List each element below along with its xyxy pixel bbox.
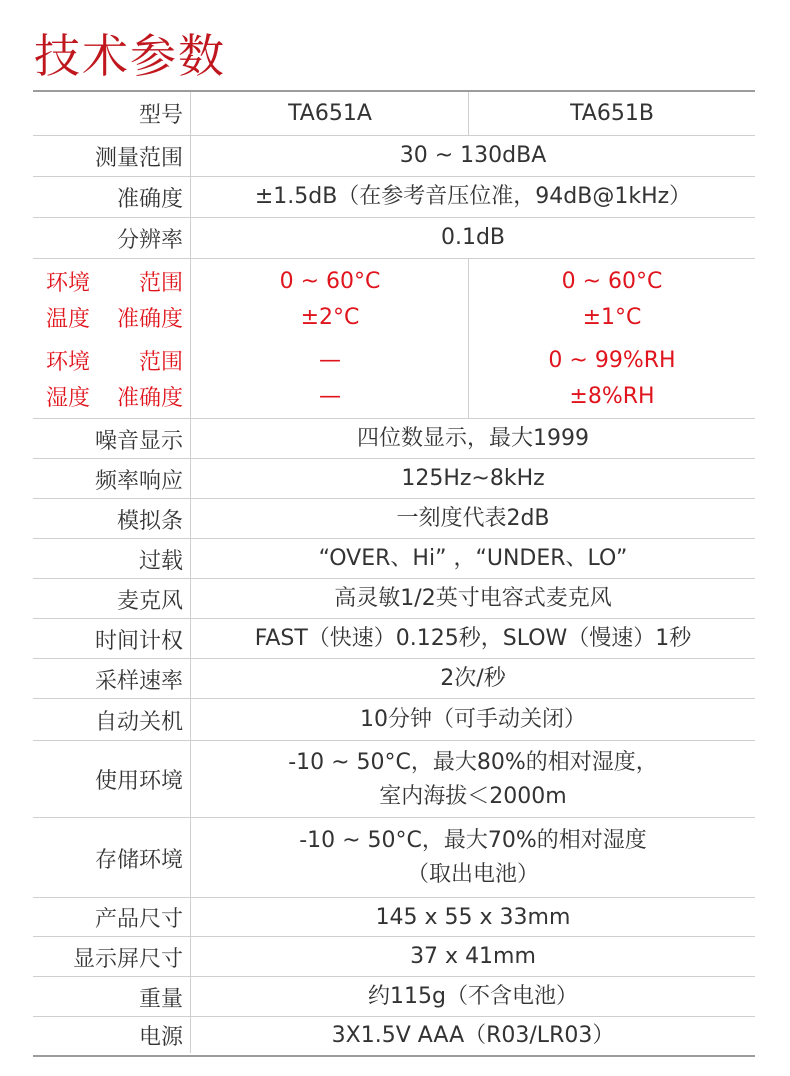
table-row-use-environment (33, 740, 755, 818)
row-value: 30 ~ 130dBA (399, 143, 547, 168)
table-row (33, 897, 755, 937)
row-label: 显示屏尺寸 (72, 946, 183, 972)
row-value: 10分钟（可手动关闭） (360, 707, 586, 732)
row-value: 高灵敏1/2英寸电容式麦克风 (334, 586, 612, 611)
row-label: 测量范围 (94, 145, 183, 171)
temp-group-label-1: 环境 (45, 270, 90, 296)
table-row (33, 698, 755, 741)
table-row (33, 618, 755, 659)
humid-accuracy-a: — (319, 383, 341, 409)
row-value: ±1.5dB（在参考音压位准，94dB@1kHz） (254, 184, 692, 209)
row-value-line: 室内海拔＜2000m (379, 783, 567, 809)
temp-accuracy-label: 准确度 (116, 306, 183, 332)
row-value: 2次/秒 (440, 666, 506, 691)
row-value: 37 x 41mm (410, 944, 536, 969)
humid-accuracy-b: ±8%RH (569, 383, 655, 409)
table-row (33, 418, 755, 459)
row-label: 准确度 (116, 186, 183, 212)
row-label: 采样速率 (94, 668, 183, 694)
model-b: TA651B (570, 101, 654, 126)
table-row (33, 176, 755, 217)
row-label: 模拟条 (116, 508, 183, 534)
humid-range-a: — (319, 347, 341, 373)
table-row (33, 1016, 755, 1054)
temp-accuracy-b: ±1°C (582, 304, 642, 330)
table-row-storage-environment (33, 817, 755, 898)
temp-accuracy-a: ±2°C (300, 304, 360, 330)
model-divider (468, 258, 469, 338)
row-value: 约115g（不含电池） (368, 984, 578, 1009)
row-value-line: -10 ~ 50°C，最大70%的相对湿度 (299, 828, 647, 853)
row-label: 重量 (138, 986, 183, 1012)
table-row (33, 498, 755, 539)
table-row (33, 538, 755, 579)
row-value: 0.1dB (440, 225, 506, 250)
row-label: 型号 (138, 103, 183, 128)
row-label: 使用环境 (94, 769, 183, 794)
row-value-line: （取出电池） (406, 862, 539, 887)
row-label: 麦克风 (116, 588, 183, 614)
row-value: 125Hz~8kHz (401, 466, 545, 491)
row-label: 频率响应 (94, 468, 183, 494)
table-row (33, 217, 755, 258)
temperature-block (33, 258, 755, 339)
row-label: 电源 (138, 1025, 183, 1050)
row-value (191, 741, 755, 818)
table-row (33, 458, 755, 499)
humid-accuracy-label: 准确度 (116, 385, 183, 411)
humid-group-label-2: 湿度 (45, 385, 90, 411)
table-row (33, 936, 755, 977)
row-value: 3X1.5V AAA（R03/LR03） (331, 1022, 615, 1048)
table-row (33, 578, 755, 619)
row-label: 时间计权 (94, 628, 183, 654)
temp-group-label-2: 温度 (45, 306, 90, 332)
row-label: 分辨率 (116, 227, 183, 253)
table-row (33, 976, 755, 1017)
row-value-line: -10 ~ 50°C，最大80%的相对湿度， (288, 749, 658, 775)
humid-range-label: 范围 (138, 349, 183, 375)
temp-range-b: 0 ~ 60°C (561, 268, 663, 294)
model-divider (468, 92, 469, 135)
row-value: 四位数显示，最大1999 (357, 426, 589, 451)
model-divider (468, 338, 469, 418)
temp-range-a: 0 ~ 60°C (279, 268, 381, 294)
row-label: 过载 (138, 548, 183, 574)
table-row (33, 658, 755, 699)
table-row (33, 135, 755, 176)
model-a: TA651A (288, 101, 372, 126)
row-value: “OVER、Hi” ，“UNDER、LO” (318, 546, 628, 571)
temp-range-label: 范围 (138, 270, 183, 296)
row-value: 145 x 55 x 33mm (375, 904, 571, 930)
row-value: 一刻度代表2dB (396, 506, 550, 531)
row-label: 噪音显示 (94, 428, 183, 454)
humidity-block (33, 338, 755, 418)
humid-group-label-1: 环境 (45, 349, 90, 375)
row-value (191, 818, 755, 898)
table-row-model (33, 92, 755, 135)
row-label: 产品尺寸 (94, 907, 183, 932)
row-value: FAST（快速）0.125秒，SLOW（慢速）1秒 (254, 626, 692, 651)
row-label: 自动关机 (94, 709, 183, 735)
page-title: 技术参数 (34, 29, 226, 83)
humid-range-b: 0 ~ 99%RH (548, 347, 676, 373)
spec-table (33, 90, 755, 1057)
row-label: 存储环境 (94, 847, 183, 873)
